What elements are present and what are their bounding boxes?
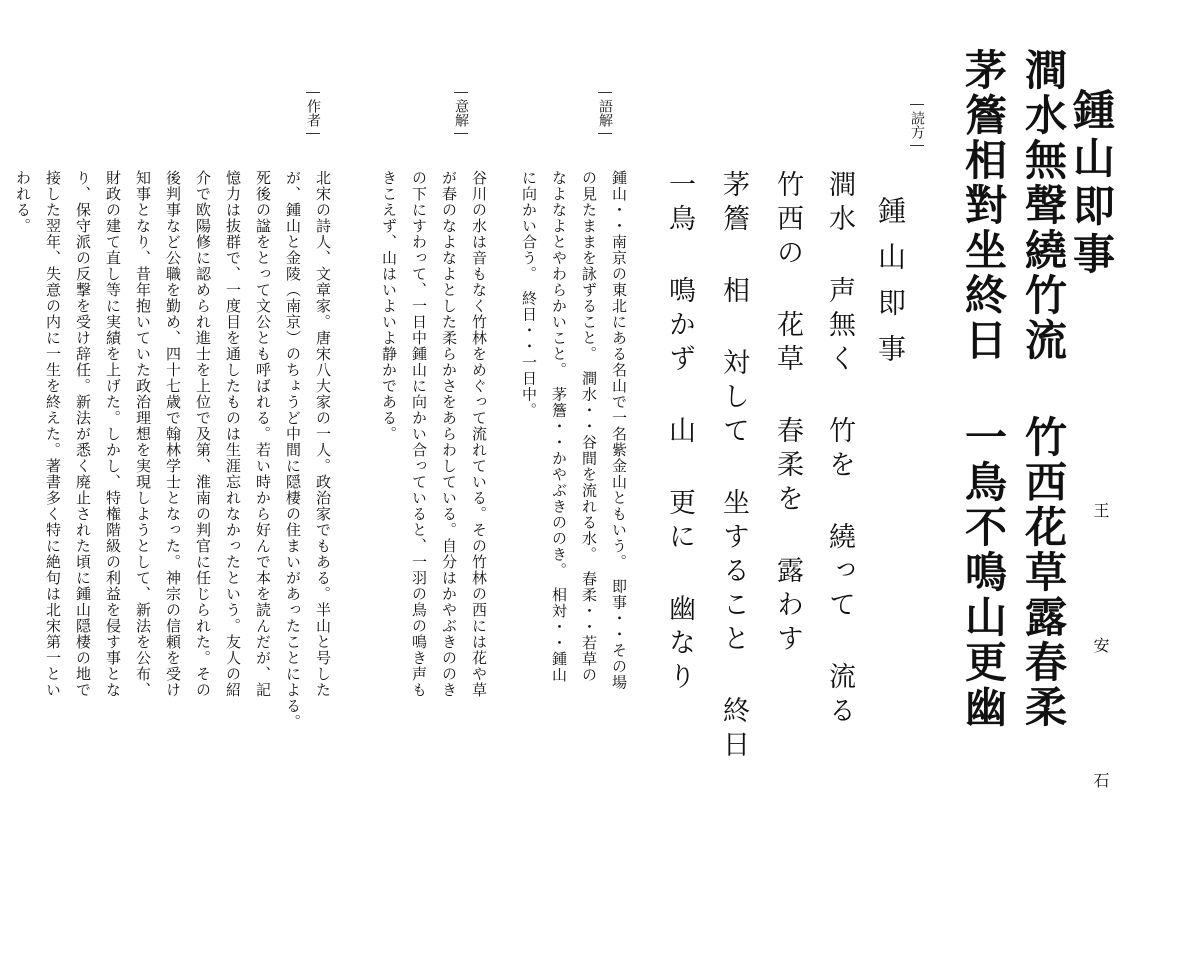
meaning-text xyxy=(368,170,494,960)
meaning-line: 谷川の水は音もなく竹林をめぐって流れている。その竹林の西には花や草 xyxy=(470,170,488,698)
author-line: 北宋の詩人、文章家。唐宋八大家の一人。政治家でもある。半山と号した xyxy=(314,170,332,698)
reading-line-4: 一鳥 鳴かず 山 更に 幽なり xyxy=(664,170,695,696)
author-text xyxy=(14,170,338,960)
meaning-line: が春のなよなよとした柔らかさをあらわしている。自分はかやぶきののき xyxy=(440,170,458,698)
author-line: り、保守派の反撃を受け辞任。新法が悉く廃止された頃に鍾山隠棲の地で xyxy=(74,170,92,698)
author-line: 接した翌年、失意の内に一生を終えた。著書多く特に絶句は北宋第一とい xyxy=(44,170,62,698)
glossary-line: なよなよとやわらかいこと。 茅簷・・かやぶきののき。 相対・・鍾山 xyxy=(550,170,568,683)
meaning-line: きこえず、山はいよいよ静かである。 xyxy=(380,170,398,442)
author-line: が、鍾山と金陵（南京）のちょうど中間に隠棲の住まいがあったことによる。 xyxy=(284,170,302,730)
author-line: 知事となり、昔年抱いていた政治理想を実現しようとして、新法を公布、 xyxy=(134,170,152,698)
author-line: 死後の諡をとって文公とも呼ばれる。若い時から好んで本を読んだが、記 xyxy=(254,170,272,698)
glossary-label: 語解 xyxy=(598,92,612,134)
author-line: 後判事など公職を勤め、四十七歳で翰林学士となった。神宗の信頼を受け xyxy=(164,170,182,698)
meaning-label: 意解 xyxy=(454,92,468,134)
kanshi-line-2: 茅簷相對坐終日 一鳥不鳴山更幽 xyxy=(959,48,1008,730)
reading-line-1: 澗水 声無く 竹を 繞って 流る xyxy=(824,170,855,730)
meaning-line: の下にすわって、一日中鍾山に向かい合っていると、一羽の鳥の鳴き声も xyxy=(410,170,428,698)
author-label: 作者 xyxy=(306,92,320,134)
glossary-line: 鍾山・・南京の東北にある名山で一名紫金山ともいう。 即事・・その場 xyxy=(610,170,628,691)
glossary-text xyxy=(508,170,634,960)
author-line: 憶力は抜群で、一度目を通したものは生涯忘れなかったという。友人の紹 xyxy=(224,170,242,698)
reading-title: 鍾山即事 xyxy=(874,196,907,380)
reading-line-2: 竹西の 花草 春柔を 露わす xyxy=(772,170,803,658)
glossary-line: に向かい合う。 終日・・一日中。 xyxy=(520,170,538,419)
author-line: われる。 xyxy=(14,170,32,234)
poem-title: 鍾山即事 xyxy=(1067,88,1116,280)
glossary-line: の見たままを詠ずること。 澗水・・谷間を流れる水。 春柔・・若草の xyxy=(580,170,598,683)
poem-author: 王 安 石 xyxy=(1091,502,1110,838)
author-line: 財政の建て直し等に実績を上げた。しかし、特権階級の利益を侵す事とな xyxy=(104,170,122,698)
author-line: 介で欧陽修に認められ進士を上位で及第、淮南の判官に任じられた。その xyxy=(194,170,212,698)
kanshi-line-1: 澗水無聲繞竹流 竹西花草露春柔 xyxy=(1019,48,1068,730)
reading-line-3: 茅簷 相 対して 坐すること 終日 xyxy=(718,170,749,764)
reading-label: 読方 xyxy=(910,104,924,146)
